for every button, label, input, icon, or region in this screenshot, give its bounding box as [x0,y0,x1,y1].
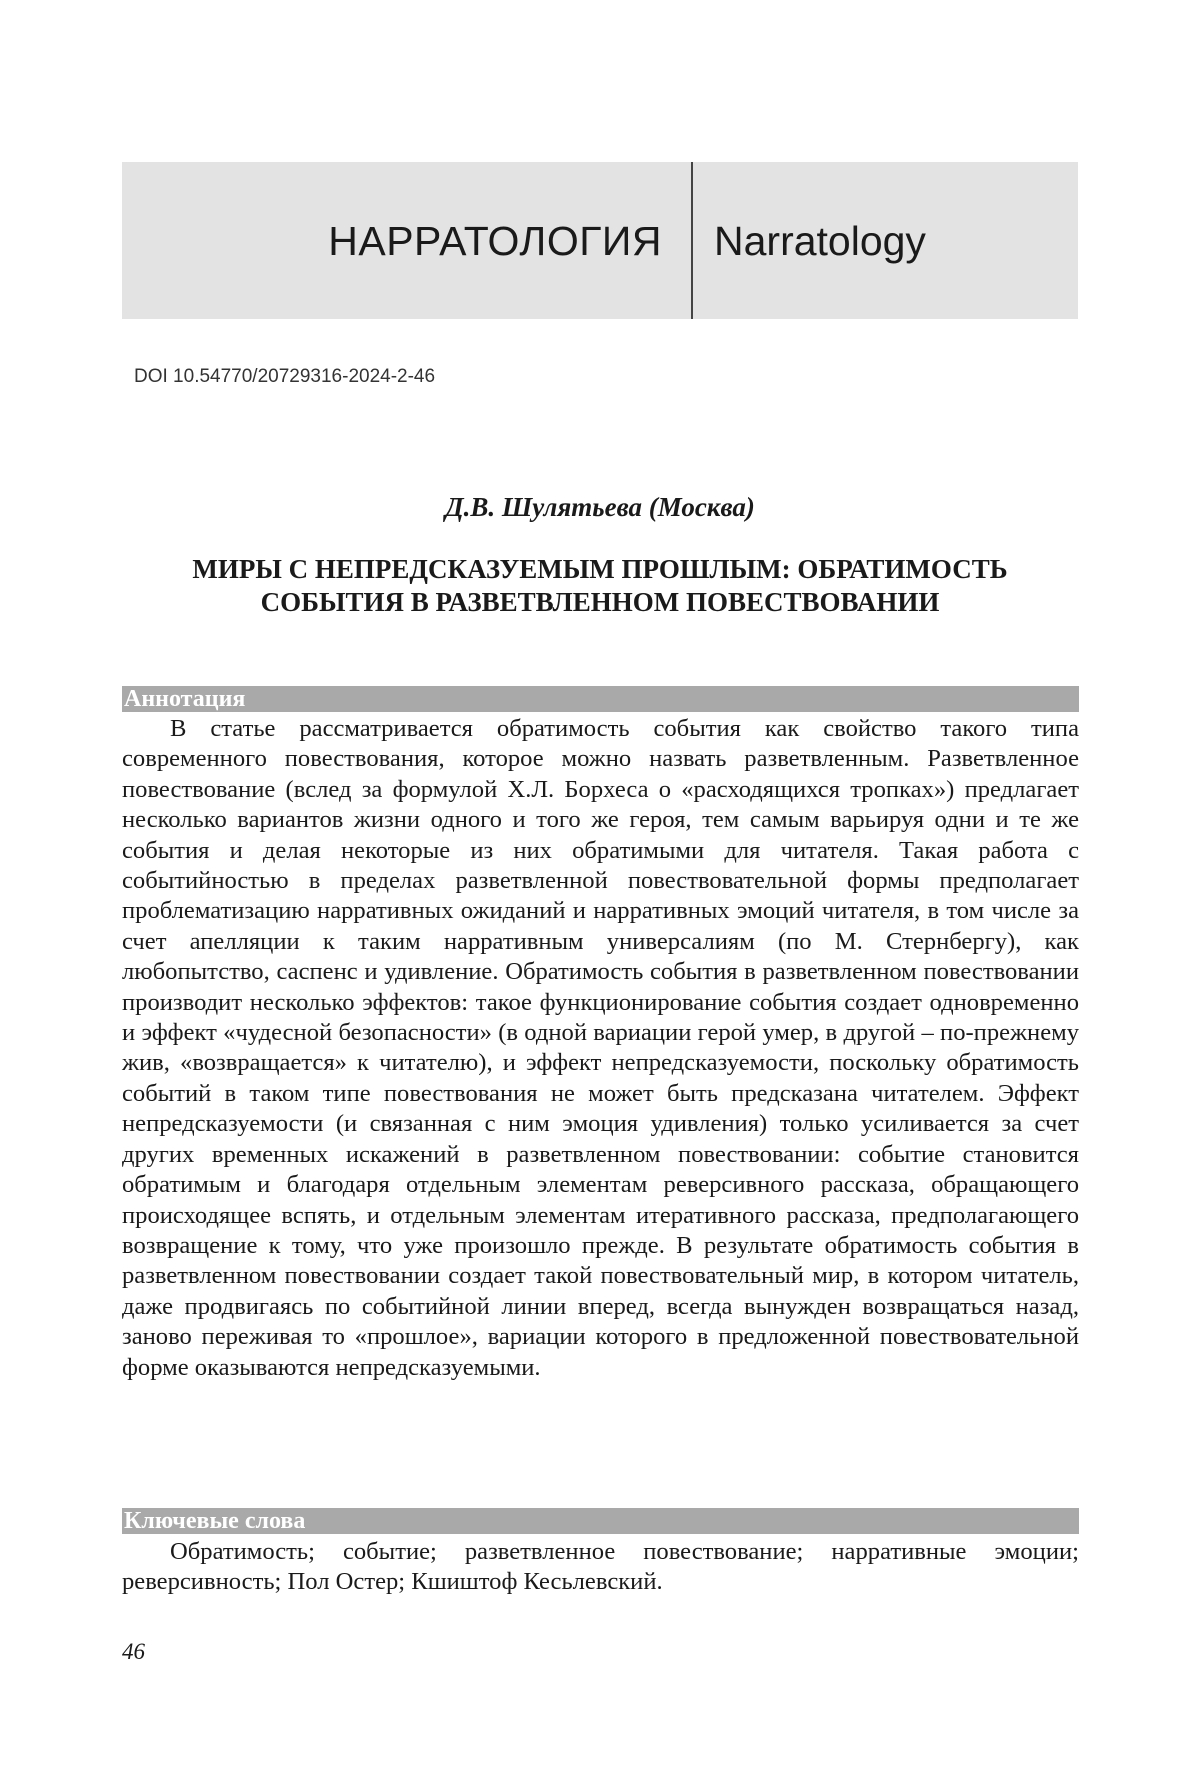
rubric-title-ru: НАРРАТОЛОГИЯ [328,218,662,264]
page-number: 46 [122,1639,145,1664]
abstract-text: В статье рассматривается обратимость события как свойство такого типа современного повествования, которое можно назвать разветвленным. Разветвленное повествование (вслед за формулой Х.Л. Борхеса о «расходящихся тропках») предлагает несколько вариантов жизни одного и того же героя, тем самым варьируя одни и те же события и делая некоторые из них обратимыми для читателя. Такая работа с событийностью в пределах разветвленной повествовательной формы предполагает проблематизацию нарративных ожиданий и нарративных эмоций читателя, в том числе за счет апелляции к таким нарративным универсалиям (по М. Стернбергу), как любопытство, саспенс и удивление. Обратимость события в разветвленном повествовании производит несколько эффектов: такое функционирование события создает одновременно и эффект «чудесной безопасности» (в одной вариации герой умер, в другой – по-прежнему жив, «возвращается» к читателю), и эффект непредсказуемости, поскольку обратимость событий в таком типе повествования не может быть предсказана читателем. Эффект непредсказуемости (и связанная с ним эмоция удивления) только усиливается за счет других временных искажений в разветвленном повествовании: событие становится обратимым и благодаря отдельным элементам реверсивного рассказа, обращающего происходящее вспять, и отдельным элементам итеративного рассказа, предполагающего возвращение к тому, что уже произошло прежде. В результате обратимость события в разветвленном повествовании создает такой повествовательный мир, в котором читатель, даже продвигаясь по событийной линии вперед, всегда вынужден возвращаться назад, заново переживая то «прошлое», вариации которого в предложенной повествовательной форме оказываются непредсказуемыми. [122,715,1079,1381]
rubric-divider [691,162,693,319]
doi-line[interactable]: DOI 10.54770/20729316-2024-2-46 [134,366,436,387]
article-title: МИРЫ С НЕПРЕДСКАЗУЕМЫМ ПРОШЛЫМ: ОБРАТИМОСТЬ СОБЫТИЯ В РАЗВЕТВЛЕННОМ ПОВЕСТВОВАНИИ [192,554,1008,617]
abstract-heading: Аннотация [122,686,1079,712]
author-line: Д.В. Шулятьева (Москва) [445,492,755,522]
keywords-text: Обратимость; событие; разветвленное повествование; нарративные эмоции; реверсивность; Пол Остер; Кшиштоф Кесьлевский. [122,1538,1079,1596]
keywords-heading: Ключевые слова [122,1508,1079,1534]
rubric-title-en: Narratology [714,218,926,264]
